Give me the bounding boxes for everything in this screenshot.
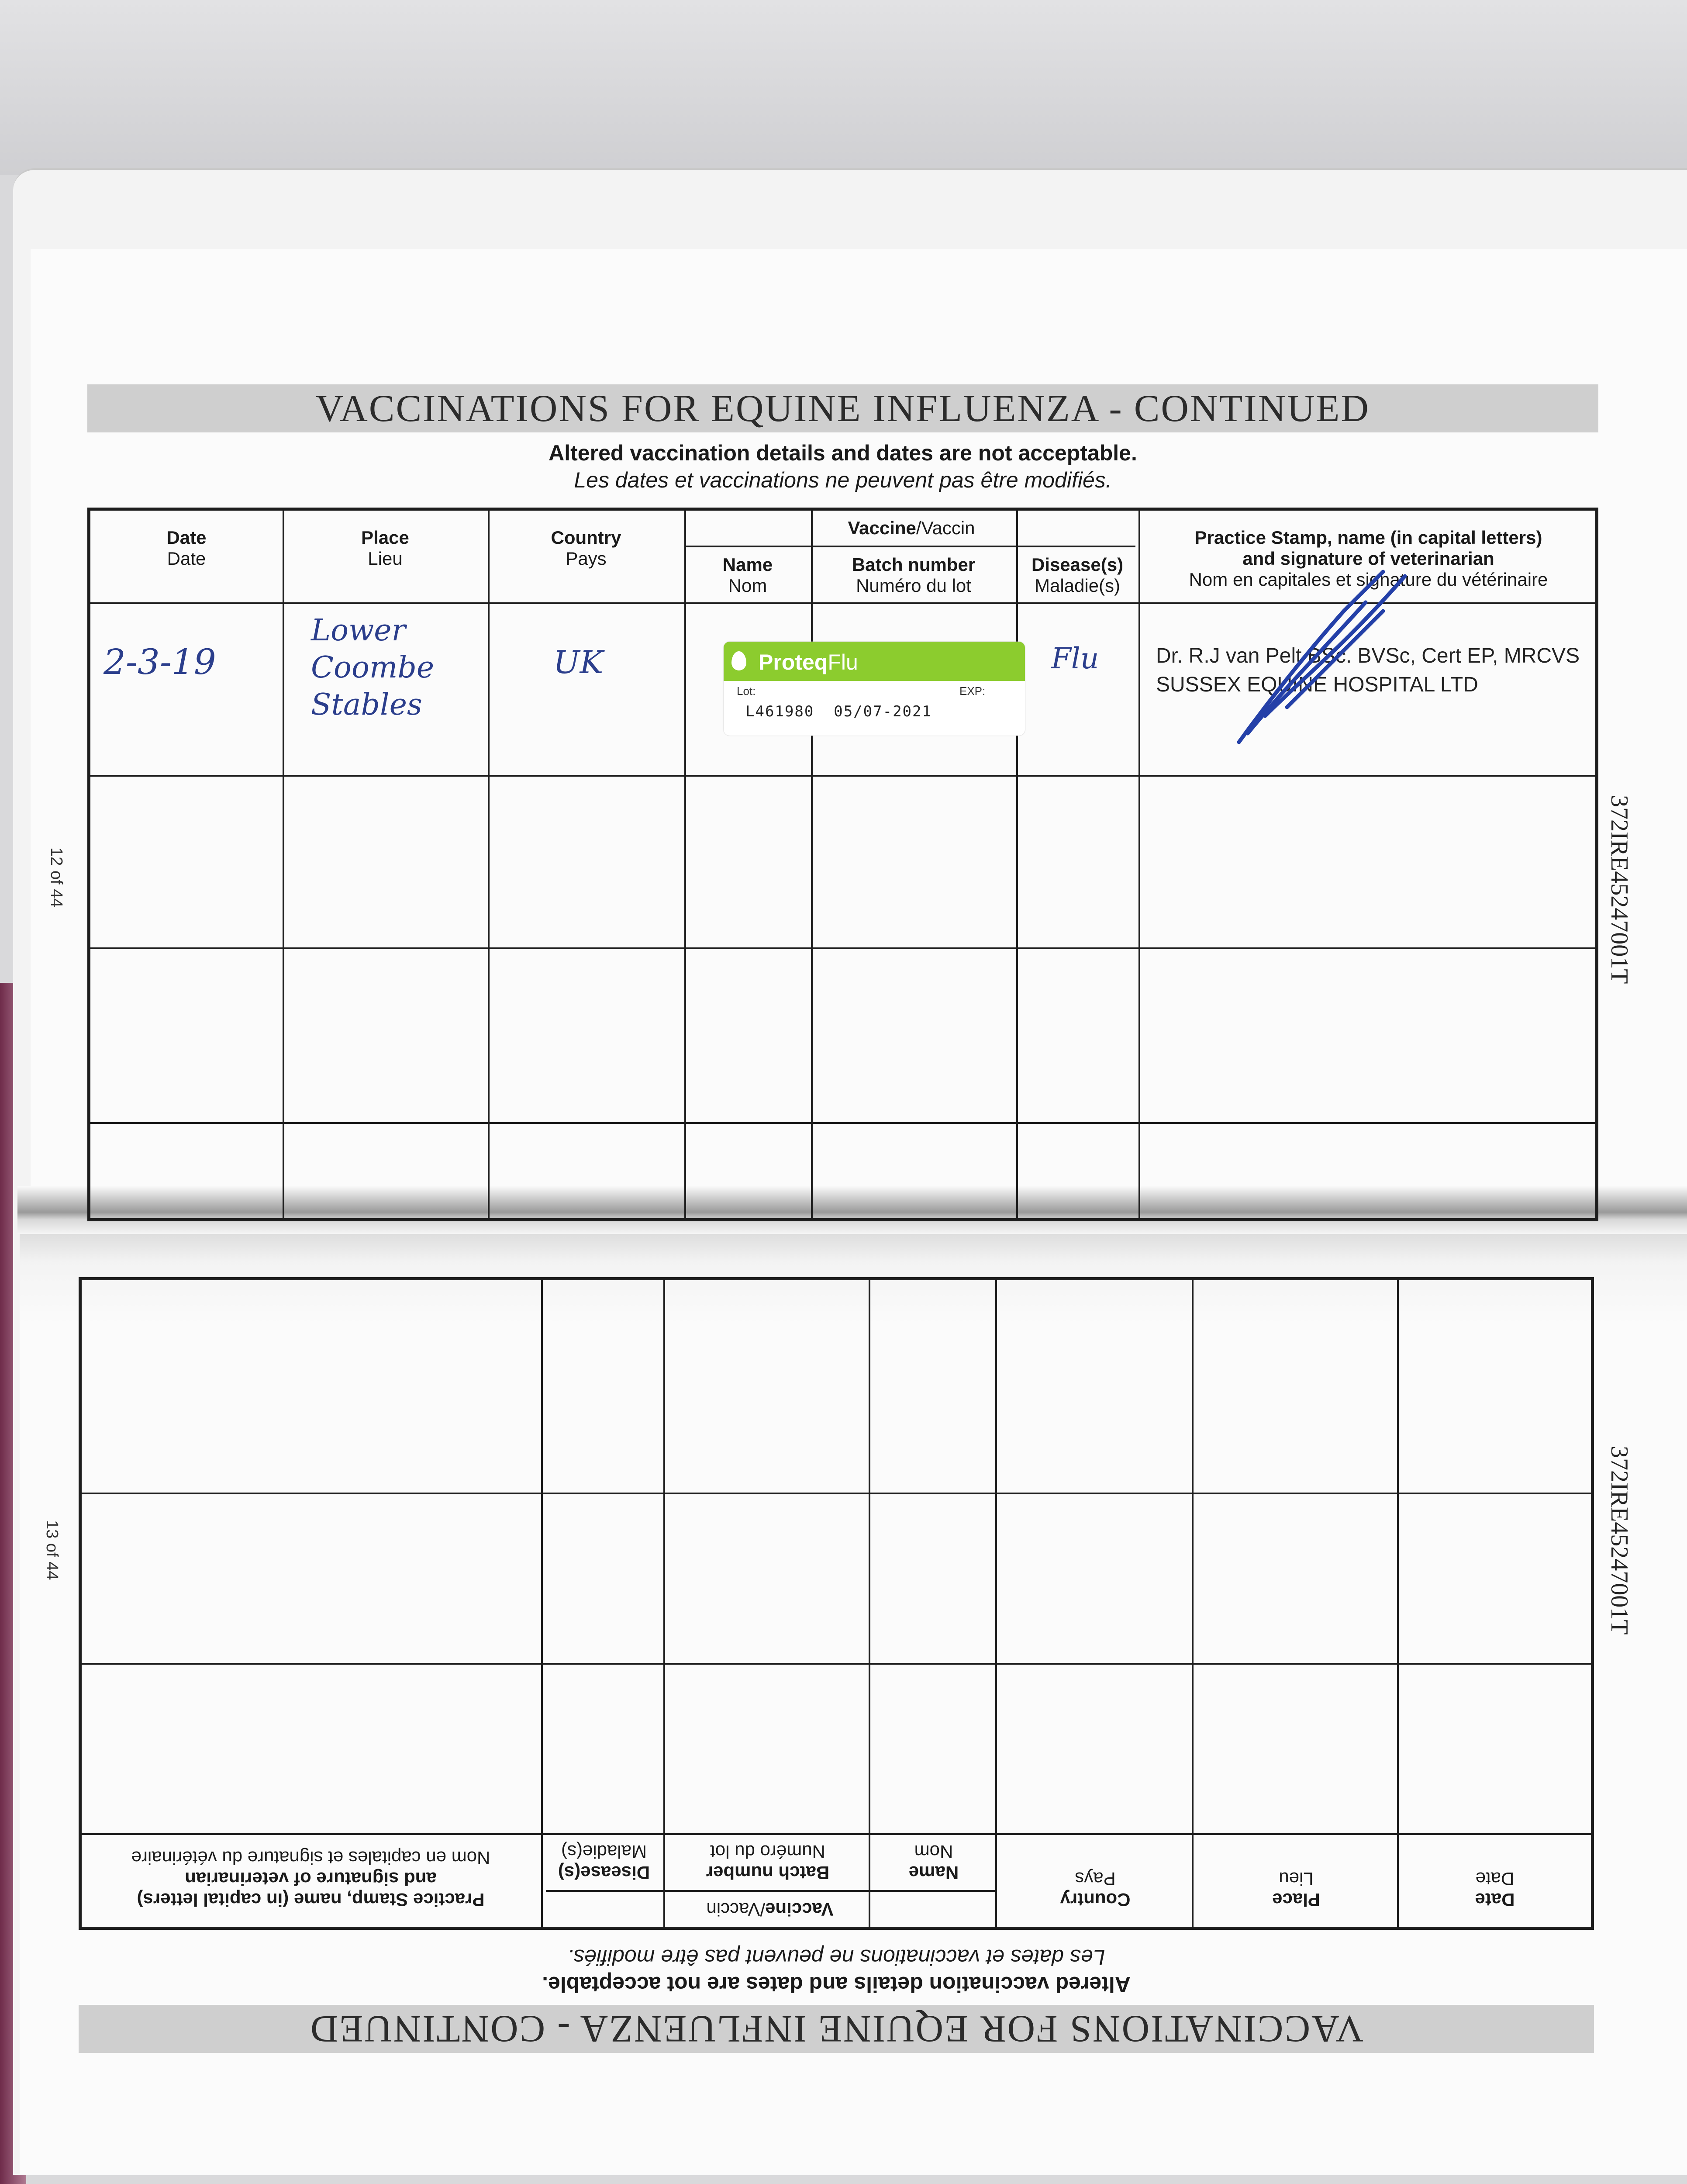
section-title-bar bbox=[87, 384, 1598, 432]
header-vaccine-group-inverted: Vaccine /Vaccin bbox=[706, 1899, 834, 1920]
vaccination-section-page-13 bbox=[79, 1232, 1594, 2053]
header-disease-inverted: Disease(s) Maladie(s) bbox=[558, 1842, 650, 1883]
page-number-12: 12 of 44 bbox=[47, 847, 66, 908]
section-title-inverted: VACCINATIONS FOR EQUINE INFLUENZA - CONTINUED bbox=[309, 2008, 1363, 2050]
header-batch-number: Batch number Numéro du lot bbox=[852, 554, 976, 596]
vaccination-table-inverted bbox=[79, 1277, 1594, 1930]
header-disease: Disease(s) Maladie(s) bbox=[1031, 554, 1124, 596]
vaccine-batch-sticker bbox=[724, 642, 1025, 736]
passport-id-page-13: 372IRE45247001T bbox=[1606, 1446, 1633, 1635]
header-batch-number-inverted: Batch number Numéro du lot bbox=[706, 1842, 830, 1883]
header-date: Date Date bbox=[166, 527, 207, 569]
veterinarian-signature bbox=[1200, 563, 1427, 746]
section-title-bar-inverted bbox=[79, 2005, 1594, 2053]
header-vaccine-group: Vaccine /Vaccin bbox=[848, 518, 975, 538]
entry-disease: Flu bbox=[1051, 642, 1099, 675]
sticker-lot-exp: L461980 05/07-2021 bbox=[745, 703, 932, 720]
header-practice-stamp-inverted: Practice Stamp, name (in capital letters) and signature of veterinarian Nom en capitales et signature du vétérinaire bbox=[131, 1848, 490, 1910]
entry-country: UK bbox=[553, 644, 604, 681]
warning-english: Altered vaccination details and dates are not acceptable. bbox=[549, 441, 1137, 465]
header-place: Place Lieu bbox=[361, 527, 409, 569]
page-number-13: 13 of 44 bbox=[43, 1520, 61, 1580]
header-date-inverted: Date Date bbox=[1475, 1869, 1515, 1910]
header-country-inverted: Country Pays bbox=[1060, 1869, 1131, 1910]
droplet-icon bbox=[731, 651, 746, 670]
vet-name-stamp: Dr. R.J van Pelt BSc. BVSc, Cert EP, MRCVS bbox=[1156, 644, 1580, 667]
header-vaccine-name: Name Nom bbox=[722, 554, 773, 596]
sticker-exp-label: EXP: bbox=[959, 684, 986, 698]
entry-date: 2-3-19 bbox=[103, 642, 216, 682]
scanner-background bbox=[0, 0, 1687, 175]
vaccine-brand: ProteqFlu bbox=[759, 650, 858, 674]
warning-french-inverted: Les dates et vaccinations ne peuvent pas être modifiés. bbox=[567, 1945, 1105, 1970]
section-title: VACCINATIONS FOR EQUINE INFLUENZA - CONTINUED bbox=[316, 387, 1370, 430]
header-practice-stamp: Practice Stamp, name (in capital letters) and signature of veterinarian Nom en capitales et signature du vétérinaire bbox=[1189, 527, 1548, 590]
warning-french: Les dates et vaccinations ne peuvent pas être modifiés. bbox=[574, 468, 1112, 492]
vaccination-section-page-12 bbox=[87, 384, 1598, 1221]
header-vaccine-name-inverted: Name Nom bbox=[908, 1842, 959, 1883]
header-country: Country Pays bbox=[551, 527, 621, 569]
entry-place-line-1: Lower bbox=[311, 613, 406, 648]
vet-practice-stamp: SUSSEX EQUINE HOSPITAL LTD bbox=[1156, 673, 1478, 696]
passport-id-page-12: 372IRE45247001T bbox=[1606, 795, 1633, 984]
sticker-lot-label: Lot: bbox=[737, 684, 756, 698]
vaccination-table bbox=[87, 508, 1598, 1221]
entry-place-line-2: Coombe bbox=[311, 650, 435, 685]
entry-place-line-3: Stables bbox=[311, 688, 422, 722]
warning-english-inverted: Altered vaccination details and dates are not acceptable. bbox=[542, 1972, 1131, 1997]
header-place-inverted: Place Lieu bbox=[1272, 1869, 1320, 1910]
